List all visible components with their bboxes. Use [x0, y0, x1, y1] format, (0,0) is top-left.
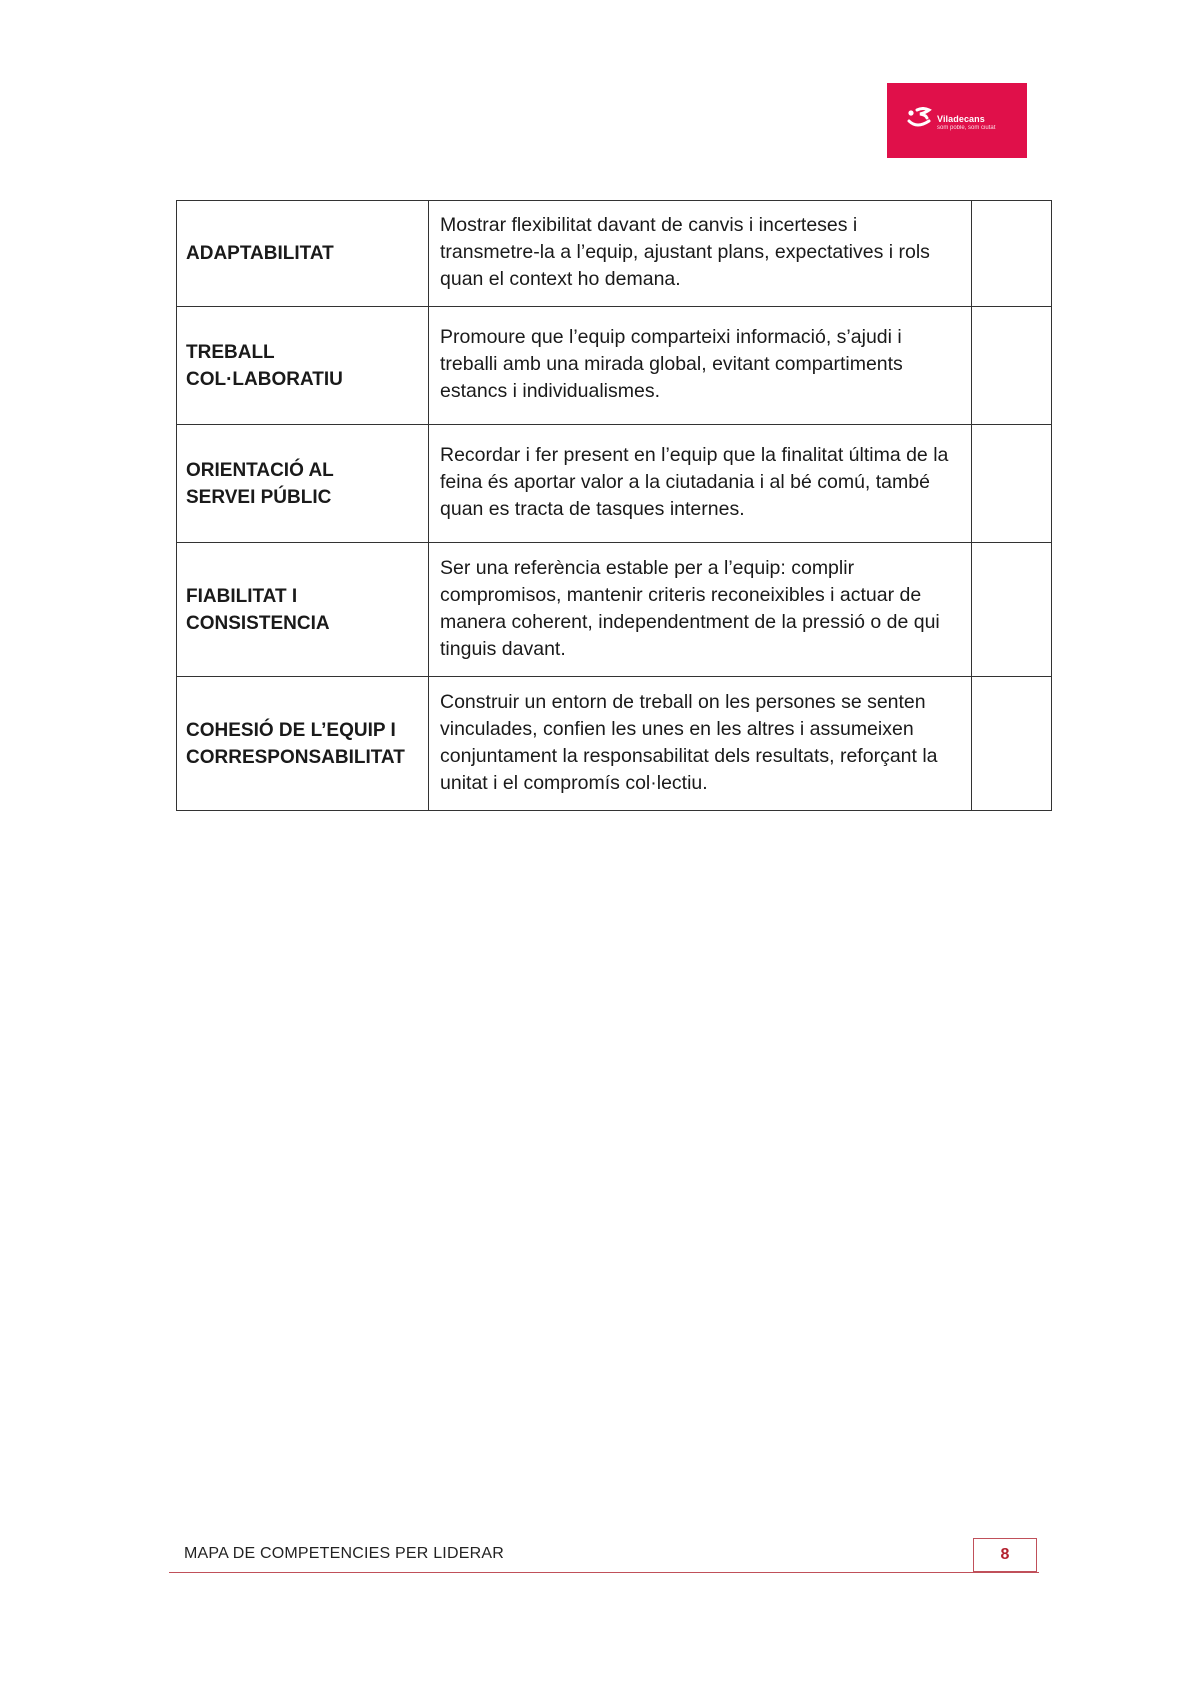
smile-logo-icon: [907, 107, 933, 131]
assessment-cell[interactable]: [972, 543, 1052, 677]
table-row: [177, 307, 1052, 425]
competency-description: Construir un entorn de treball on les persones se senten vinculades, confien les unes en les altres i assumeixen conjuntament la responsabilitat dels resultats, reforçant la unitat i el compromís col·lectiu.: [429, 677, 972, 811]
footer-divider: [169, 1572, 1039, 1573]
table-row: [177, 543, 1052, 677]
competency-description: Mostrar flexibilitat davant de canvis i incerteses i transmetre-la a l’equip, ajustant plans, expectatives i rols quan el context ho demana.: [429, 201, 972, 307]
table-row: [177, 677, 1052, 811]
assessment-cell[interactable]: [972, 201, 1052, 307]
table-row: [177, 201, 1052, 307]
assessment-cell[interactable]: [972, 677, 1052, 811]
assessment-cell[interactable]: [972, 425, 1052, 543]
competency-name-cell: [177, 425, 429, 543]
competencies-table: [176, 200, 1052, 811]
competency-name-cell: [177, 201, 429, 307]
logo-tagline: som poble, som ciutat: [937, 125, 996, 131]
viladecans-logo: [887, 83, 1027, 158]
competency-description: Promoure que l’equip comparteixi informació, s’ajudi i treballi amb una mirada global, evitant compartiments estancs i individualismes.: [429, 307, 972, 425]
footer-document-title: MAPA DE COMPETENCIES PER LIDERAR: [184, 1545, 504, 1562]
logo-name: Viladecans: [937, 114, 985, 124]
table-row: [177, 425, 1052, 543]
competency-name: ORIENTACIÓ AL SERVEI PÚBLIC: [186, 459, 334, 508]
competency-name: FIABILITAT I CONSISTENCIA: [186, 585, 330, 634]
competency-name: COHESIÓ DE L’EQUIP I CORRESPONSABILITAT: [186, 719, 405, 768]
competency-description: Recordar i fer present en l’equip que la finalitat última de la feina és aportar valor a la ciutadania i al bé comú, també quan es tracta de tasques internes.: [429, 425, 972, 543]
competency-name: ADAPTABILITAT: [186, 243, 334, 264]
competency-description: Ser una referència estable per a l’equip: complir compromisos, mantenir criteris reconeixibles i actuar de manera coherent, independentment de la pressió o de qui tinguis davant.: [429, 543, 972, 677]
assessment-cell[interactable]: [972, 307, 1052, 425]
competency-name-cell: [177, 307, 429, 425]
competency-name: TREBALL COL·LABORATIU: [186, 341, 343, 390]
competency-name-cell: [177, 677, 429, 811]
page-number: 8: [1000, 1546, 1010, 1563]
page-number-box: [973, 1538, 1037, 1572]
competency-name-cell: [177, 543, 429, 677]
